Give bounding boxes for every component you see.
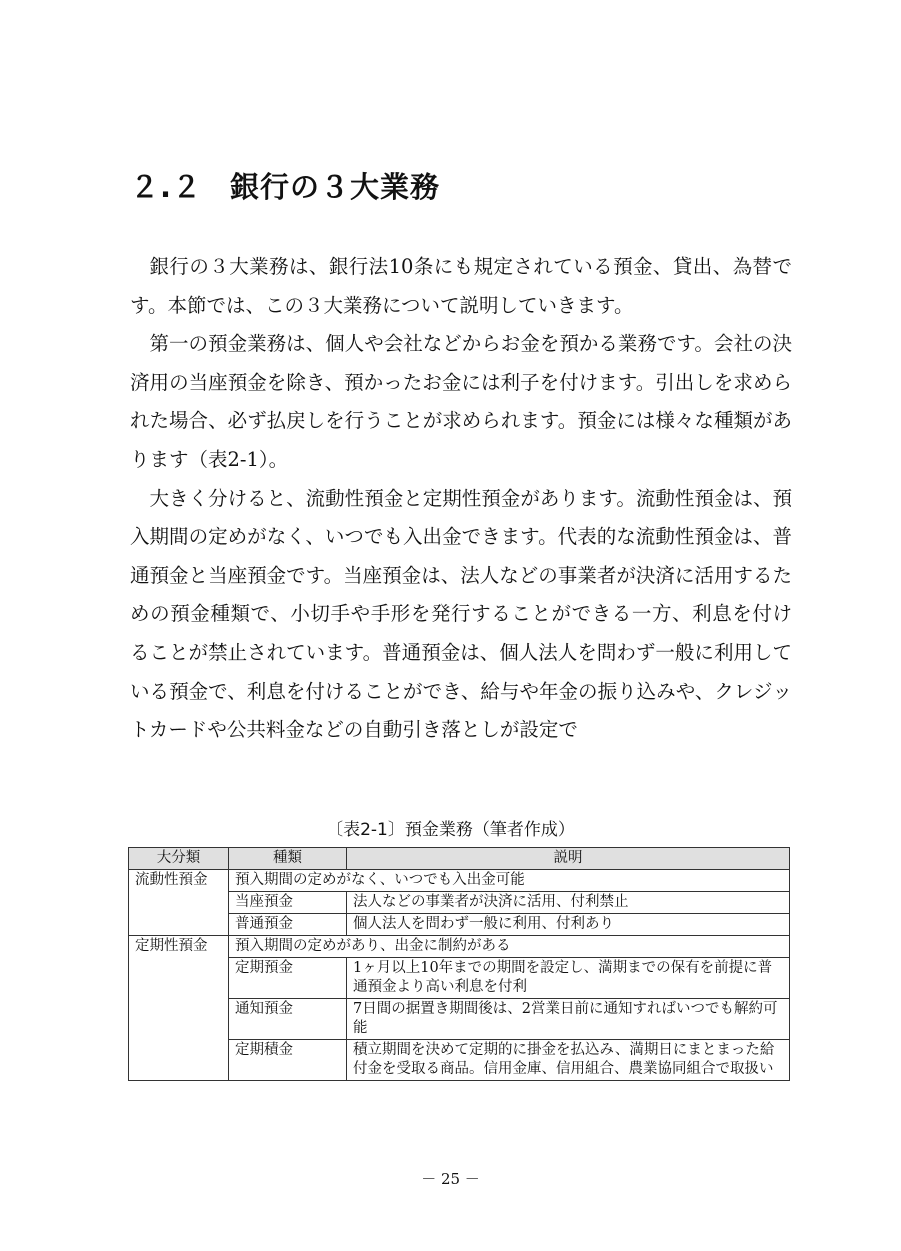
table-row [129, 936, 790, 958]
header-type: 種類 [229, 848, 347, 870]
type-cell: 普通預金 [229, 914, 347, 936]
deposit-table [128, 847, 790, 1081]
description-cell: 積立期間を決めて定期的に掛金を払込み、満期日にまとまった給付金を受取る商品。信用金庫、信用組合、農業協同組合で取扱い [347, 1040, 790, 1081]
type-cell: 定期預金 [229, 958, 347, 999]
header-description: 説明 [347, 848, 790, 870]
body-text [130, 248, 792, 750]
table-row [129, 1040, 790, 1081]
summary-cell: 預入期間の定めがあり、出金に制約がある [229, 936, 790, 958]
table-row [129, 892, 790, 914]
type-cell: 通知預金 [229, 999, 347, 1040]
section-title: 銀行の３大業務 [230, 170, 441, 204]
section-heading [130, 165, 440, 206]
paragraph-2: 第一の預金業務は、個人や会社などからお金を預かる業務です。会社の決済用の当座預金を除き、預かったお金には利子を付けます。引出しを求められた場合、必ず払戻しを行うことが求められます。預金には様々な種類があります（表2-1）。 [130, 332, 792, 471]
header-category: 大分類 [129, 848, 229, 870]
description-cell: 7日間の据置き期間後は、2営業日前に通知すればいつでも解約可能 [347, 999, 790, 1040]
table-row [129, 999, 790, 1040]
description-cell: 法人などの事業者が決済に活用、付利禁止 [347, 892, 790, 914]
empty-cell [129, 914, 229, 936]
table-row [129, 958, 790, 999]
table-caption: 〔表2-1〕預金業務（筆者作成） [326, 820, 575, 840]
description-cell: 1ヶ月以上10年までの期間を設定し、満期までの保有を前提に普通預金より高い利息を付利 [347, 958, 790, 999]
category-cell: 定期性預金 [129, 936, 229, 958]
table-header-row [129, 848, 790, 870]
empty-cell [129, 1040, 229, 1081]
type-cell: 定期積金 [229, 1040, 347, 1081]
description-cell: 個人法人を問わず一般に利用、付利あり [347, 914, 790, 936]
category-cell: 流動性預金 [129, 870, 229, 892]
table-row [129, 870, 790, 892]
page-number: － 25 － [421, 1170, 480, 1188]
table-row [129, 914, 790, 936]
empty-cell [129, 999, 229, 1040]
paragraph-3: 大きく分けると、流動性預金と定期性預金があります。流動性預金は、預入期間の定めがなく、いつでも入出金できます。代表的な流動性預金は、普通預金と当座預金です。当座預金は、法人などの事業者が決済に活用するための預金種類で、小切手や手形を発行することができる一方、利息を付けることが禁止されています。普通預金は、個人法人を問わず一般に利用している預金で、利息を付けることができ、給与や年金の振り込みや、クレジットカードや公共料金などの自動引き落としが設定で [130, 486, 792, 742]
type-cell: 当座預金 [229, 892, 347, 914]
empty-cell [129, 892, 229, 914]
empty-cell [129, 958, 229, 999]
section-number: ２.２ [130, 170, 203, 204]
summary-cell: 預入期間の定めがなく、いつでも入出金可能 [229, 870, 790, 892]
paragraph-1: 銀行の３大業務は、銀行法10条にも規定されている預金、貸出、為替です。本節では、この３大業務について説明していきます。 [130, 255, 792, 317]
